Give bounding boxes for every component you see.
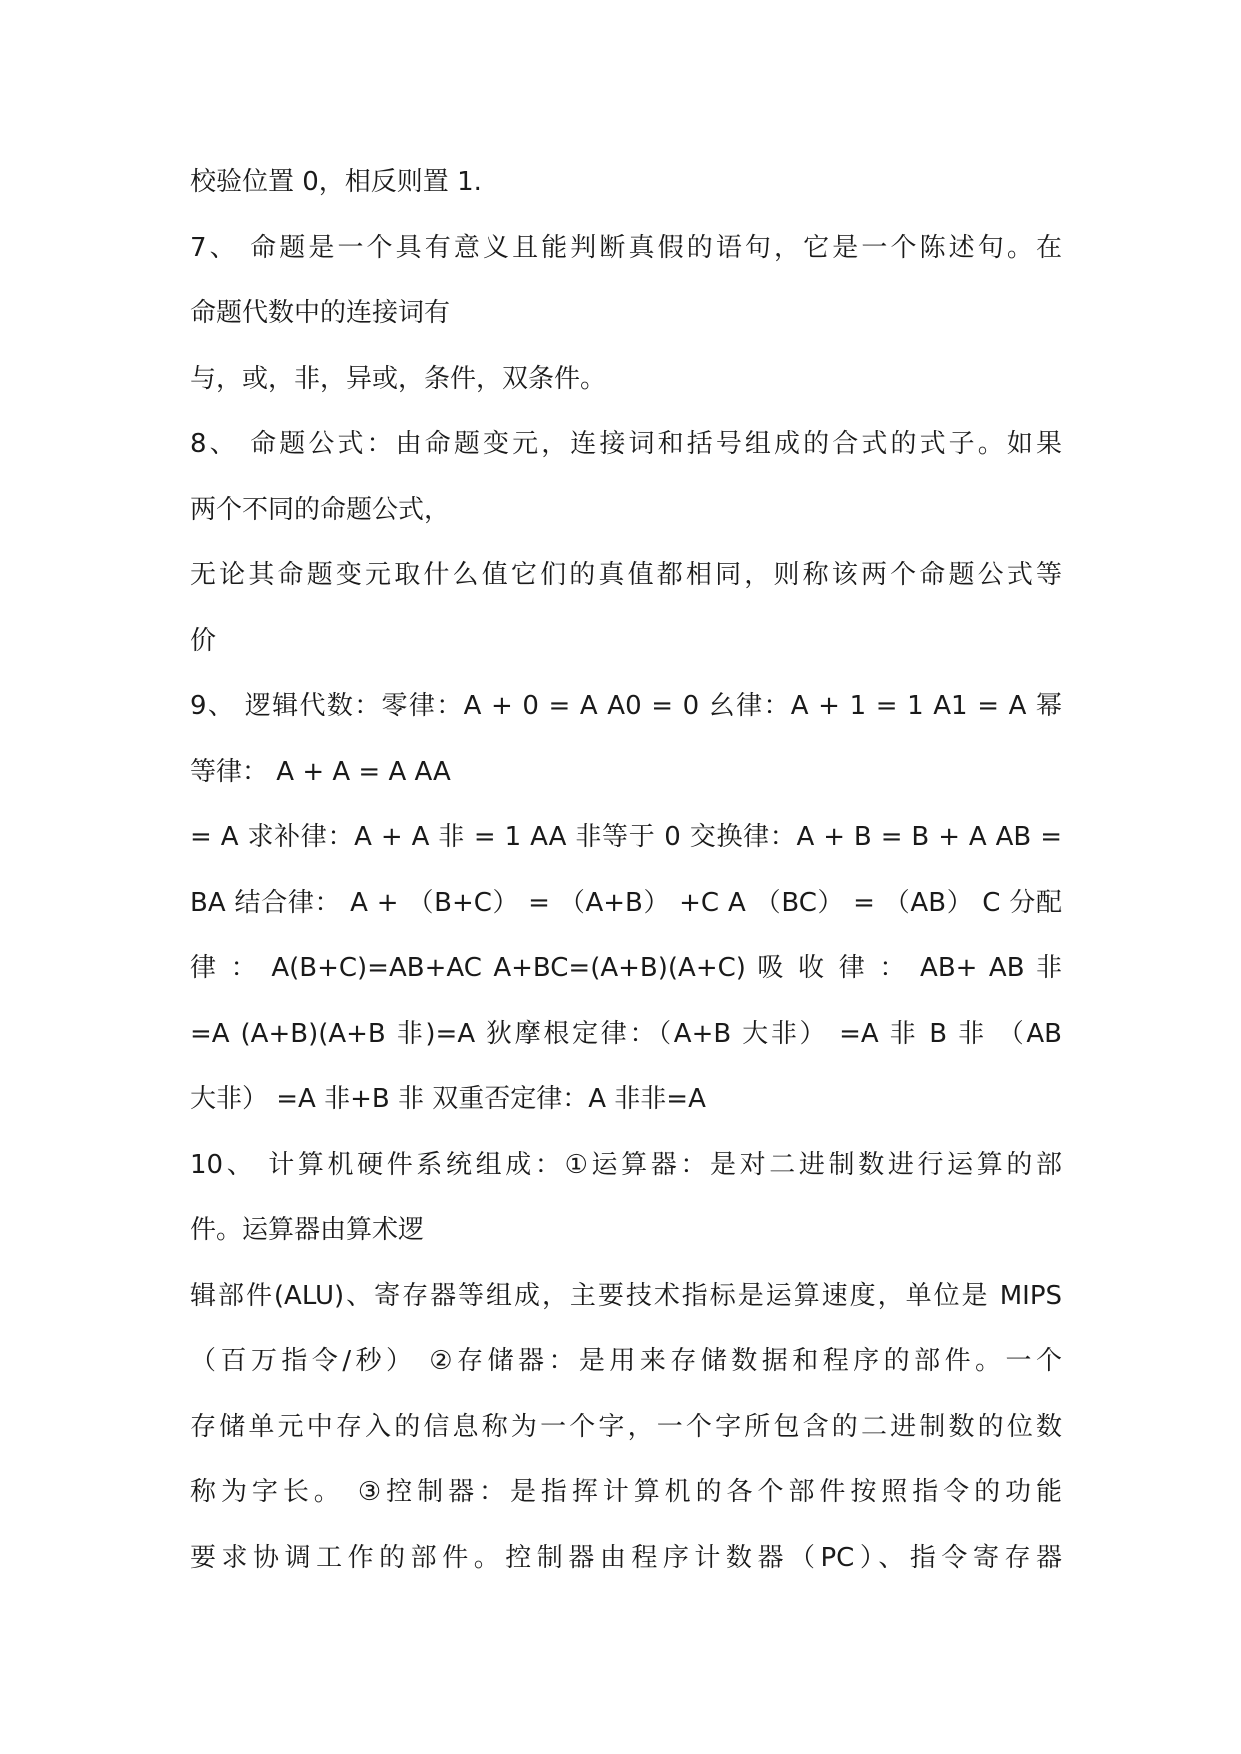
text-line: 等律： A + A = A AA xyxy=(190,756,451,787)
text-line: 7、 命题是一个具有意义且能判断真假的语句，它是一个陈述句。在 xyxy=(190,232,1062,263)
text-line: 称为字长。 ③控制器：是指挥计算机的各个部件按照指令的功能 xyxy=(190,1477,1062,1507)
text-line: 校验位置 0，相反则置 1. xyxy=(190,167,482,197)
text-line: 件。运算器由算术逻 xyxy=(190,1215,425,1245)
text-line: 辑部件(ALU)、寄存器等组成，主要技术指标是运算速度，单位是 MIPS xyxy=(190,1280,1062,1311)
text-line: 大非） =A 非+B 非 双重否定律：A 非非=A xyxy=(190,1084,706,1114)
text-line: 无论其命题变元取什么值它们的真值都相同，则称该两个命题公式等 xyxy=(190,560,1062,590)
text-line: BA 结合律： A + （B+C） = （A+B） +C A （BC） = （AB） C 分配 xyxy=(190,887,1062,918)
text-line: 要求协调工作的部件。控制器由程序计数器（PC）、指令寄存器 xyxy=(190,1542,1062,1573)
text-line: （百万指令/秒） ②存储器：是用来存储数据和程序的部件。一个 xyxy=(190,1346,1062,1376)
text-line: =A (A+B)(A+B 非)=A 狄摩根定律：（A+B 大非） =A 非 B 非 （AB xyxy=(190,1018,1062,1049)
text-line: = A 求补律：A + A 非 = 1 AA 非等于 0 交换律：A + B = B + A AB = xyxy=(190,822,1062,852)
text-line: 8、 命题公式：由命题变元，连接词和括号组成的合式的式子。如果 xyxy=(190,429,1062,459)
document-body xyxy=(190,150,1062,1591)
text-line: 两个不同的命题公式， xyxy=(190,494,451,525)
text-line: 存储单元中存入的信息称为一个字，一个字所包含的二进制数的位数 xyxy=(190,1411,1062,1442)
text-line: 命题代数中的连接词有 xyxy=(190,298,451,328)
text-line: 价 xyxy=(190,625,217,656)
text-line: 与，或，非，异或，条件，双条件。 xyxy=(190,363,607,394)
text-line: 律 ： A(B+C)=AB+AC A+BC=(A+B)(A+C) 吸 收 律 ： AB+ AB 非 xyxy=(190,953,1062,983)
text-line: 10、 计算机硬件系统组成：①运算器：是对二进制数进行运算的部 xyxy=(190,1149,1062,1180)
text-line: 9、 逻辑代数：零律：A + 0 = A A0 = 0 幺律：A + 1 = 1 A1 = A 幂 xyxy=(190,691,1062,721)
